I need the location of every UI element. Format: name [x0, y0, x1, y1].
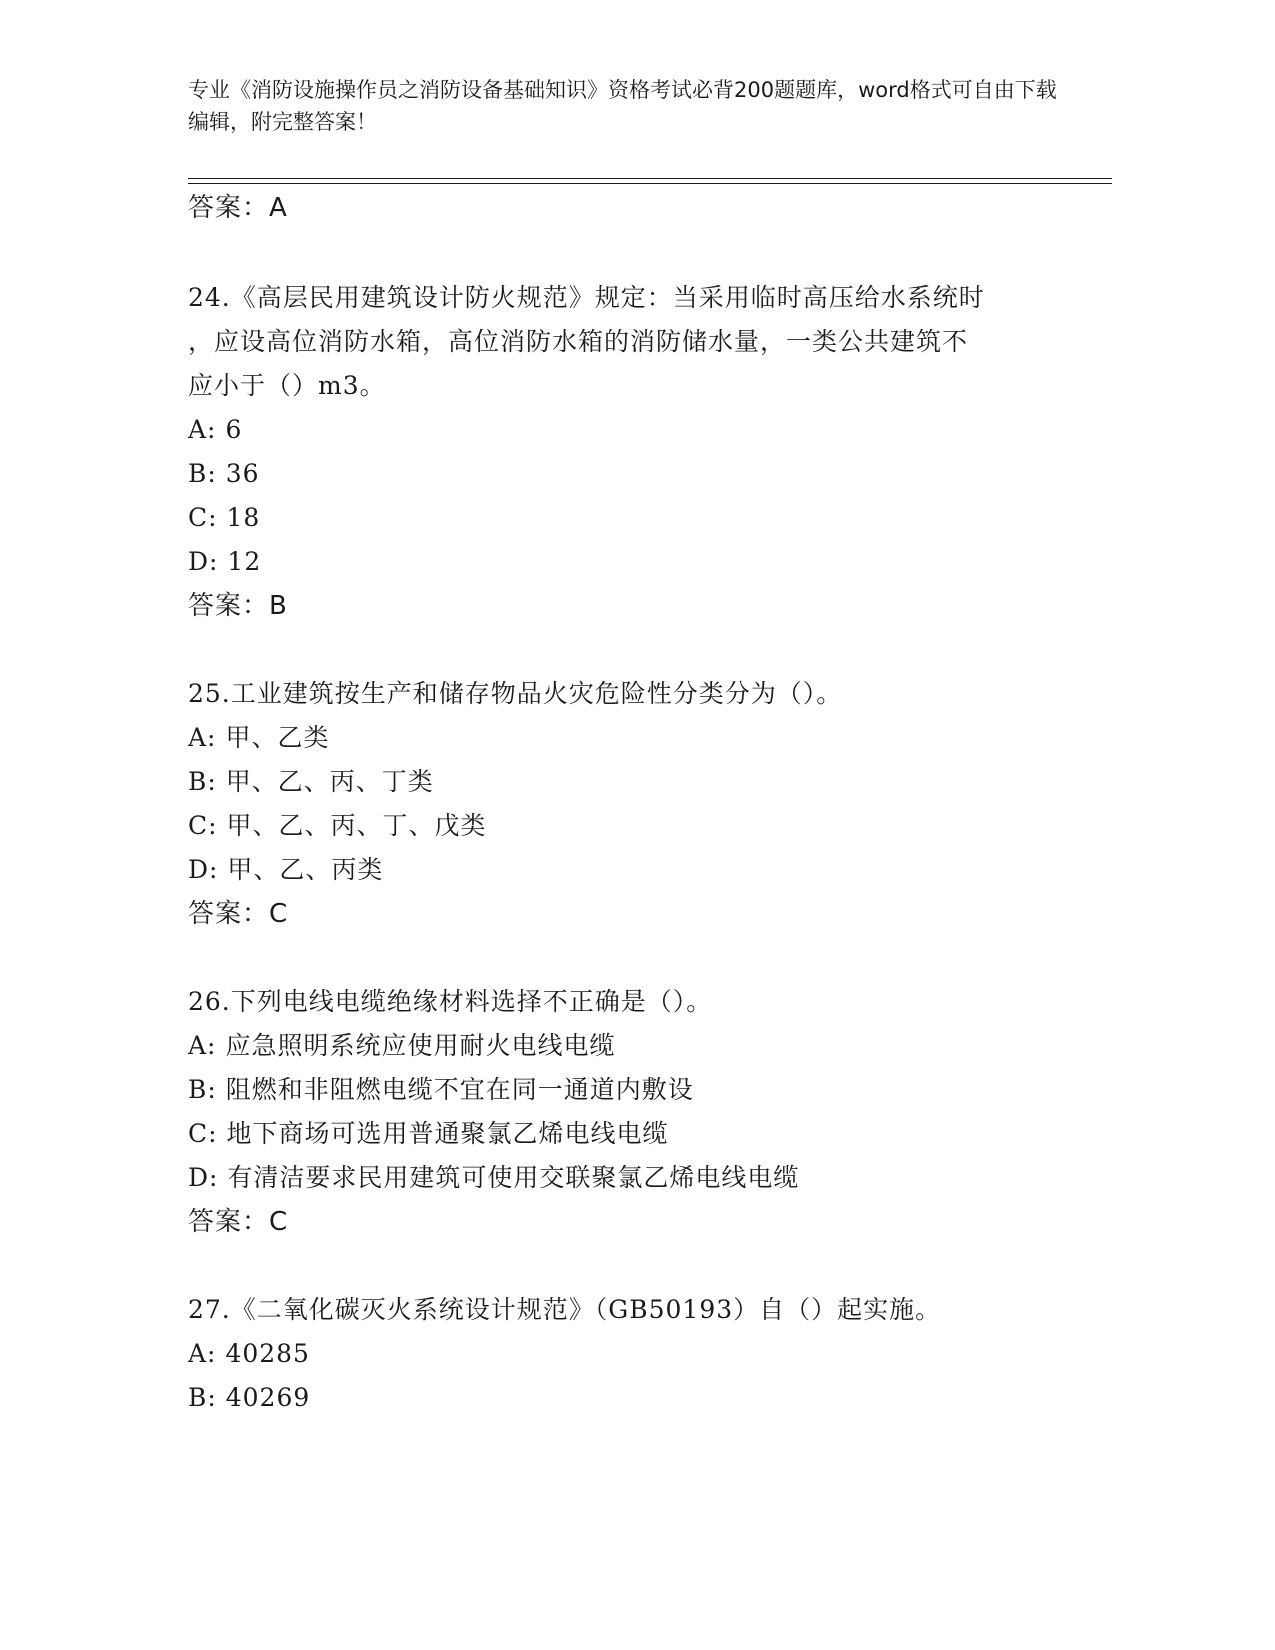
question-number: 26.: [188, 987, 231, 1016]
option-text: 甲、乙、丙类: [227, 855, 384, 884]
option: [188, 1162, 799, 1194]
option-text: 甲、乙类: [225, 723, 330, 752]
option-label: D:: [188, 855, 219, 884]
option: [188, 1030, 615, 1062]
option: [188, 458, 260, 490]
question-stem-line: 下列电线电缆绝缘材料选择不正确是（）。: [230, 987, 713, 1016]
option-label: B:: [188, 459, 217, 488]
option-text: 40285: [225, 1339, 310, 1368]
document-header: 专业《消防设施操作员之消防设备基础知识》资格考试必背200题题库，word格式可自由下载编辑，附完整答案！: [188, 78, 1057, 134]
option-text: 阻燃和非阻燃电缆不宜在同一通道内敷设: [225, 1075, 694, 1104]
option-label: C:: [188, 811, 218, 840]
option-text: 地下商场可选用普通聚氯乙烯电线电缆: [226, 1119, 669, 1148]
option-text: 40269: [225, 1383, 311, 1412]
header-rule-top: [188, 178, 1112, 179]
question-stem-line: ，应设高位消防水箱，高位消防水箱的消防储水量，一类公共建筑不: [188, 327, 969, 356]
option-label: A:: [188, 723, 217, 752]
option: [188, 1338, 310, 1370]
question-number: 27.: [188, 1295, 231, 1324]
option-text: 6: [225, 415, 243, 444]
option: [188, 546, 261, 578]
answer-value: A: [269, 193, 288, 223]
question-stem-line: 应小于（）m3。: [188, 371, 386, 400]
option: [188, 414, 242, 446]
question-number: 25.: [188, 679, 231, 708]
option-text: 36: [225, 459, 260, 488]
option-text: 18: [226, 503, 261, 532]
answer-value: C: [269, 1207, 289, 1237]
option: [188, 766, 434, 798]
answer: [188, 898, 288, 930]
option-label: D:: [188, 547, 219, 576]
option-label: C:: [188, 1119, 218, 1148]
answer-label: 答案：: [188, 1207, 270, 1237]
option: [188, 1382, 310, 1414]
option: [188, 502, 260, 534]
option-label: D:: [188, 1163, 219, 1192]
question-stem: [188, 282, 985, 314]
option: [188, 1118, 669, 1150]
option-label: A:: [188, 415, 217, 444]
option: [188, 1074, 694, 1106]
option-label: B:: [188, 1075, 217, 1104]
option-text: 12: [227, 547, 262, 576]
answer-value: B: [269, 591, 288, 621]
question-stem: [188, 986, 712, 1018]
answer-label: 答案：: [188, 591, 270, 621]
option: [188, 722, 329, 754]
option: [188, 810, 487, 842]
option-label: B:: [188, 1383, 217, 1412]
answer: [188, 1206, 288, 1238]
answer-value: C: [269, 899, 289, 929]
option-label: C:: [188, 503, 218, 532]
question-stem-line: 《高层民用建筑设计防火规范》规定：当采用临时高压给水系统时: [230, 283, 985, 312]
option-text: 应急照明系统应使用耐火电线电缆: [225, 1031, 616, 1060]
option-label: B:: [188, 767, 217, 796]
question-number: 24.: [188, 283, 231, 312]
option-label: A:: [188, 1031, 217, 1060]
question-stem-line: 工业建筑按生产和储存物品火灾危险性分类分为（）。: [230, 679, 843, 708]
prev-answer: [188, 192, 288, 224]
question-stem: [188, 1294, 941, 1326]
option-label: A:: [188, 1339, 217, 1368]
option-text: 甲、乙、丙、丁、戊类: [226, 811, 487, 840]
option: [188, 854, 383, 886]
option-text: 甲、乙、丙、丁类: [225, 767, 434, 796]
option-text: 有清洁要求民用建筑可使用交联聚氯乙烯电线电缆: [227, 1163, 800, 1192]
answer-label: 答案：: [188, 899, 270, 929]
question-stem-line: 《二氧化碳灭火系统设计规范》（GB50193）自（）起实施。: [230, 1295, 942, 1324]
question-stem: [188, 678, 842, 710]
answer: [188, 590, 288, 622]
answer-label: 答案：: [188, 193, 270, 223]
header-rule-bottom: [188, 183, 1112, 184]
